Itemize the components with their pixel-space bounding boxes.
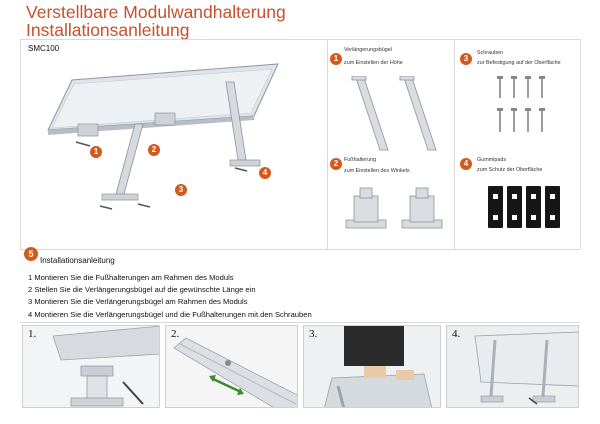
installation-steps	[28, 272, 312, 321]
left-border	[20, 39, 21, 249]
part-3-badge: 3	[460, 53, 472, 65]
photo-4-label: 4.	[452, 328, 461, 340]
photo-1-label: 1.	[28, 328, 37, 340]
photo-3-label: 3.	[309, 328, 318, 340]
section-divider	[20, 249, 580, 250]
part-2-purpose: zum Einstellen des Winkels	[344, 168, 410, 174]
part-2-name: Fußhalterung	[344, 157, 377, 163]
part-2-badge: 2	[330, 158, 342, 170]
installation-heading: Installationsanleitung	[40, 256, 115, 265]
model-number: SMC100	[28, 44, 60, 53]
callout-2-badge: 2	[148, 144, 160, 156]
hero-parts-divider	[327, 39, 328, 249]
right-border	[580, 39, 581, 249]
photo-step-1	[22, 325, 160, 408]
header-divider	[20, 39, 580, 40]
part-1-badge: 1	[330, 53, 342, 65]
step-2: 2 Stellen Sie die Verlängerungsbügel auf die gewünschte Länge ein	[28, 285, 256, 295]
photo-step-3	[303, 325, 441, 408]
part-3-purpose: zur Befestigung auf der Oberfläche	[477, 60, 561, 66]
parts-column-divider	[454, 39, 455, 249]
installation-badge: 5	[24, 247, 38, 261]
page-title: Verstellbare Modulwandhalterung	[26, 2, 286, 22]
page-subtitle: Installationsanleitung	[26, 20, 190, 40]
part-1-purpose: zum Einstellen der Höhe	[344, 60, 403, 66]
step-3: 3 Montieren Sie die Verlängerungsbügel am Rahmen des Moduls	[28, 297, 248, 307]
part-3-name: Schrauben	[477, 50, 504, 56]
step-1: 1 Montieren Sie die Fußhalterungen am Rahmen des Moduls	[28, 273, 234, 282]
part-4-name: Gummipads	[477, 157, 507, 163]
photo-step-2	[165, 325, 298, 408]
callout-1-badge: 1	[90, 146, 102, 158]
part-4-purpose: zum Schutz der Oberfläche	[477, 167, 543, 173]
photos-divider	[20, 322, 580, 323]
callout-4-badge: 4	[259, 167, 271, 179]
step-4: 4 Montieren Sie die Verlängerungsbügel und die Fußhalterungen mit den Schrauben	[28, 309, 312, 319]
part-1-name: Verlängerungsbügel	[344, 47, 392, 53]
callout-3-badge: 3	[175, 184, 187, 196]
photo-2-label: 2.	[171, 328, 180, 340]
photo-step-4	[446, 325, 579, 408]
part-4-badge: 4	[460, 158, 472, 170]
mount-assembly-illustration	[40, 58, 290, 233]
